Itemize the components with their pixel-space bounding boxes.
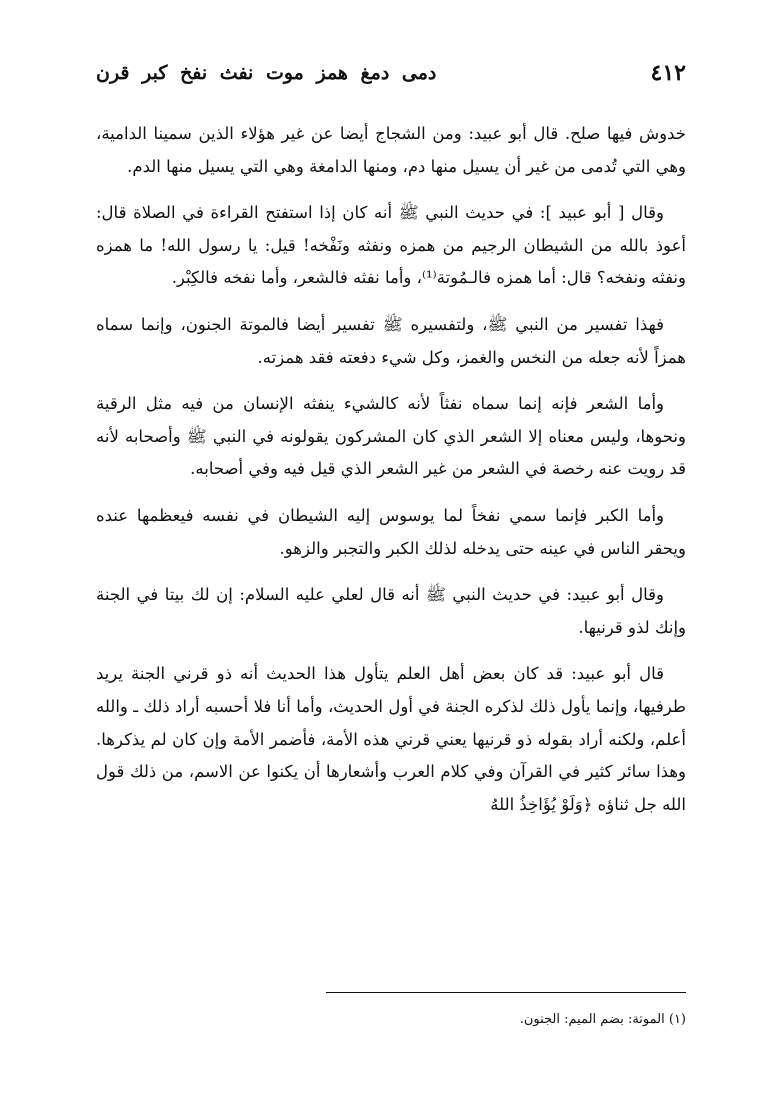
paragraph: وأما الكبر فإنما سمي نفخاً لما يوسوس إليه الشيطان في نفسه فيعظمها عنده ويحقر الناس في عينه حتى يدخله لذلك الكبر والتجبر والزهو.: [96, 505, 686, 558]
footnote-divider: [326, 992, 686, 993]
paragraph: وأما الشعر فإنه إنما سماه نفثاً لأنه كالشيء ينفثه الإنسان من فيه مثل الرقية ونحوها، وليس معناه إلا الشعر الذي كان المشركون يقولونه في النبي ﷺ وأصحابه لأنه قد رويت عنه رخصة في الشعر من غير الشعر الذي قيل فيه وفي أصحابه.: [96, 394, 686, 479]
page-number: ٤١٢: [650, 60, 686, 86]
paragraph: وقال أبو عبيد: في حديث النبي ﷺ أنه قال لعلي عليه السلام: إن لك بيتا في الجنة وإنك لذو قرنيها.: [96, 585, 686, 637]
paragraph: فهذا تفسير من النبي ﷺ، ولتفسيره ﷺ تفسير أيضا فالموتة الجنون، وإنما سماه همزاً لأنه جعله من النخس والغمز، وكل شيء دفعته فقد همزته.: [96, 314, 686, 367]
main-text: [96, 118, 686, 835]
paragraph: خدوش فيها صلح. قال أبو عبيد: ومن الشجاج أيضا عن غير هؤلاء الذين سمينا الدامية، وهي التي تُدمى من غير أن يسيل منها دم، ومنها الدامغة وهي التي يسيل منها الدم.: [96, 124, 686, 176]
page-header: [96, 56, 686, 90]
paragraph: قال أبو عبيد: قد كان بعض أهل العلم يتأول هذا الحديث أنه ذو قرني الجنة يريد طرفيها، وإنما يأول ذلك لذكره الجنة في أول الحديث، وأما أنا فلا أحسبه أراد ذلك ـ والله أعلم، ولكنه أراد بقوله ذو قرنيها يعني قرني هذه الأمة، فأضمر الأمة وإن كان لم يذكرها. وهذا سائر كثير في القرآن وفي كلام العرب وأشعارها أن يكنوا عن الاسم، من ذلك قول الله جل ثناؤه ﴿وَلَوْ يُؤَاخِذُ اللهُ: [96, 664, 686, 814]
paragraph: وقال [ أبو عبيد ]: في حديث النبي ﷺ أنه كان إذا استفتح القراءة في الصلاة قال: أعوذ بالله من الشيطان الرجيم من همزه ونفثه ونَفْخه! قيل: يا رسول الله! ما همزه ونفثه ونفخه؟ قال: أما همزه فالـمُوتة⁽¹⁾، وأما نفثه فالشعر، وأما نفخه فالكِبْر.: [96, 203, 686, 288]
footnote: (١) الموتة: بضم الميم: الجنون.: [519, 1012, 686, 1027]
running-title: دمى دمغ همز موت نفث نفخ كبر قرن: [96, 62, 437, 84]
